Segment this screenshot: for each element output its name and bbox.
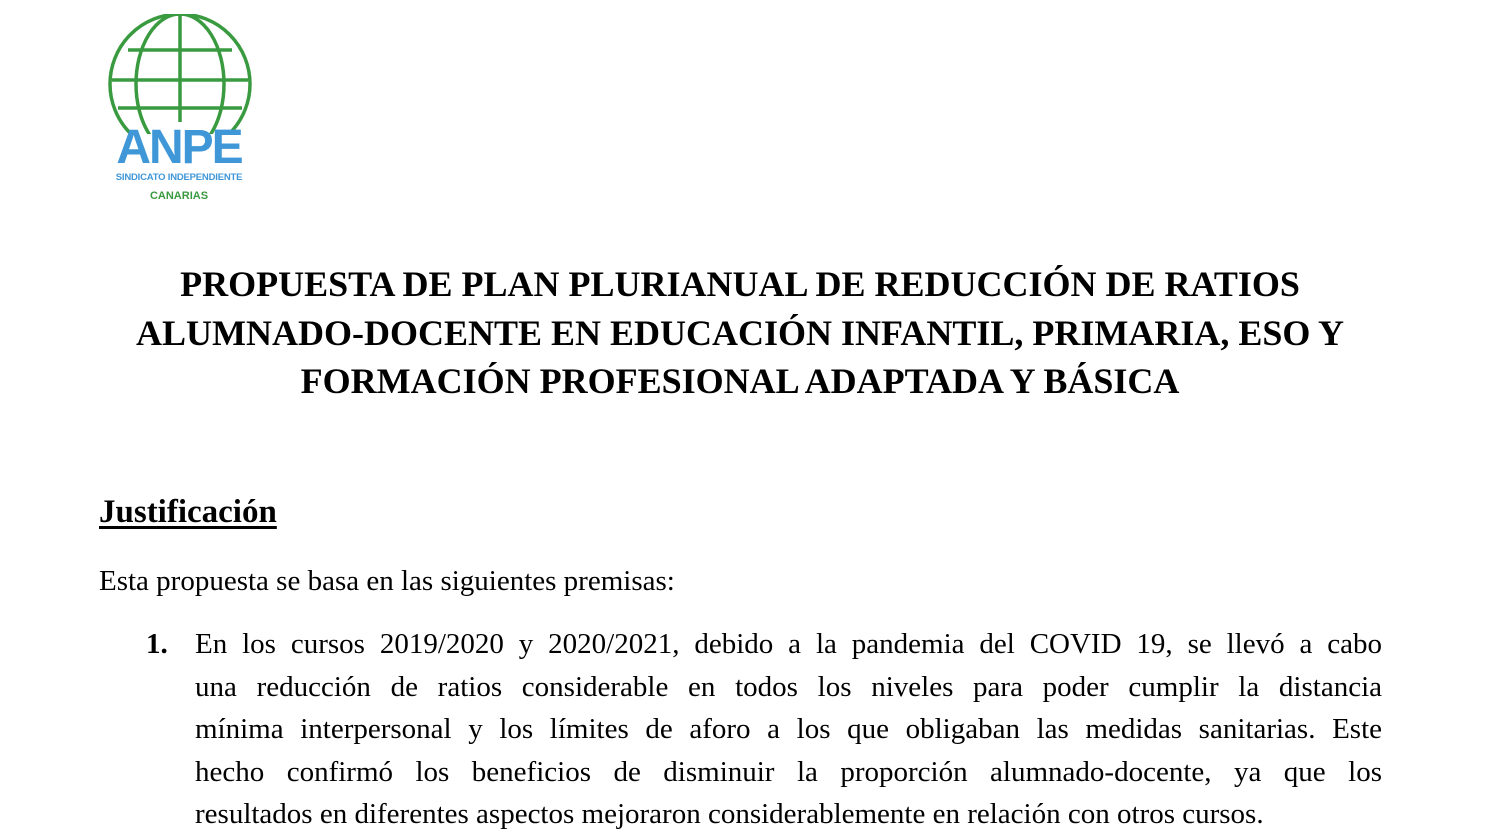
globe-icon (96, 14, 264, 134)
list-item-line: En los cursos 2019/2020 y 2020/2021, debido a la pandemia del COVID 19, se llevó a cabo (195, 628, 1382, 660)
intro-paragraph: Esta propuesta se basa en las siguientes premisas: (99, 565, 675, 597)
logo-subtitle: SINDICATO INDEPENDIENTE (115, 172, 243, 183)
title-line: FORMACIÓN PROFESIONAL ADAPTADA Y BÁSICA (300, 361, 1180, 401)
list-item-number: 1. (146, 628, 168, 660)
section-heading: Justificación (99, 494, 277, 530)
document-title (90, 260, 1390, 406)
list-item-line: resultados en diferentes aspectos mejoraron considerablemente en relación con otros cursos. (195, 798, 1264, 830)
logo-region: CANARIAS (149, 190, 209, 200)
logo-wordmark: ANPE (116, 121, 242, 174)
anpe-logo (96, 14, 264, 200)
title-line: PROPUESTA DE PLAN PLURIANUAL DE REDUCCIÓN DE RATIOS (180, 264, 1300, 304)
list-item-text (195, 623, 1382, 836)
list-item-line: mínima interpersonal y los límites de aforo a los que obligaban las medidas sanitarias. Este (195, 713, 1382, 745)
list-item-line: una reducción de ratios considerable en todos los niveles para poder cumplir la distancia (195, 670, 1382, 703)
list-item-line: hecho confirmó los beneficios de disminuir la proporción alumnado-docente, ya que los (195, 755, 1382, 788)
title-line: ALUMNADO-DOCENTE EN EDUCACIÓN INFANTIL, PRIMARIA, ESO Y (135, 312, 1345, 353)
